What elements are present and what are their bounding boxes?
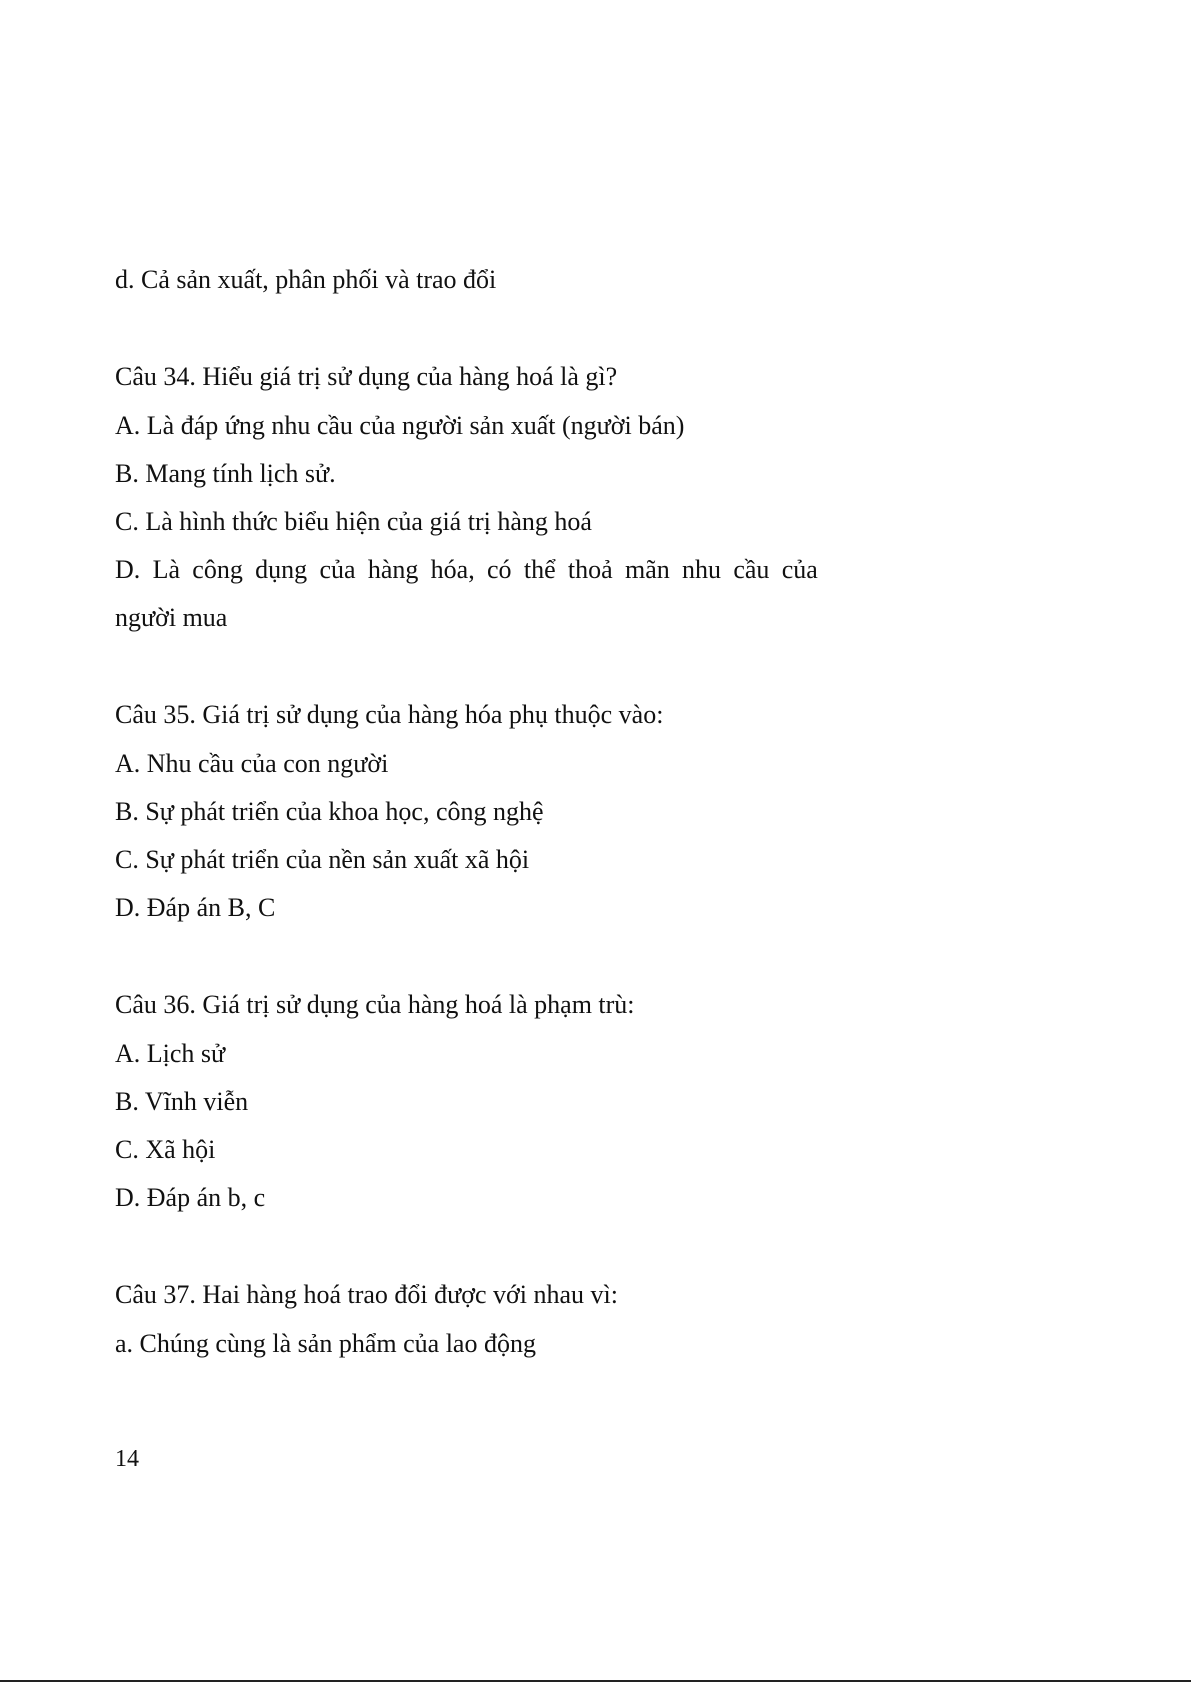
word: dụng bbox=[255, 555, 308, 584]
word: nhu bbox=[682, 555, 722, 584]
question-36-option-c: C. Xã hội bbox=[115, 1135, 216, 1164]
page-number: 14 bbox=[115, 1446, 139, 1472]
question-34-option-a: A. Là đáp ứng nhu cầu của người sản xuất (người bán) bbox=[115, 411, 685, 440]
word: cầu bbox=[733, 555, 770, 584]
question-34-option-c: C. Là hình thức biểu hiện của giá trị hàng hoá bbox=[115, 507, 592, 536]
question-34-option-d-line2: người mua bbox=[115, 603, 228, 632]
word: D. bbox=[115, 555, 141, 584]
question-34-text: Câu 34. Hiểu giá trị sử dụng của hàng hoá là gì? bbox=[115, 362, 618, 391]
question-34-option-d-line1 bbox=[115, 555, 818, 585]
question-36-option-a: A. Lịch sử bbox=[115, 1039, 226, 1068]
question-35-option-c: C. Sự phát triển của nền sản xuất xã hội bbox=[115, 845, 530, 874]
question-37-option-a: a. Chúng cùng là sản phẩm của lao động bbox=[115, 1329, 536, 1358]
page-bottom-rule bbox=[0, 1680, 1191, 1682]
word: Là bbox=[152, 555, 180, 584]
word: hàng bbox=[367, 555, 419, 584]
word: thoả bbox=[567, 555, 613, 584]
question-37-text: Câu 37. Hai hàng hoá trao đổi được với nhau vì: bbox=[115, 1280, 618, 1309]
question-35-option-d: D. Đáp án B, C bbox=[115, 893, 276, 922]
word: của bbox=[781, 555, 818, 584]
question-36-option-d: D. Đáp án b, c bbox=[115, 1183, 266, 1212]
word: hóa, bbox=[430, 555, 475, 584]
word: công bbox=[192, 555, 243, 584]
word: có bbox=[487, 555, 512, 584]
question-35-option-a: A. Nhu cầu của con người bbox=[115, 749, 389, 778]
question-35-option-b: B. Sự phát triển của khoa học, công nghệ bbox=[115, 797, 544, 826]
question-36-option-b: B. Vĩnh viễn bbox=[115, 1087, 249, 1116]
question-36-text: Câu 36. Giá trị sử dụng của hàng hoá là phạm trù: bbox=[115, 990, 635, 1019]
question-34-option-b: B. Mang tính lịch sử. bbox=[115, 459, 336, 488]
question-35-text: Câu 35. Giá trị sử dụng của hàng hóa phụ thuộc vào: bbox=[115, 700, 664, 729]
word: mãn bbox=[624, 555, 670, 584]
word: của bbox=[319, 555, 356, 584]
answer-d-previous: d. Cả sản xuất, phân phối và trao đổi bbox=[115, 265, 497, 294]
word: thể bbox=[523, 555, 556, 584]
